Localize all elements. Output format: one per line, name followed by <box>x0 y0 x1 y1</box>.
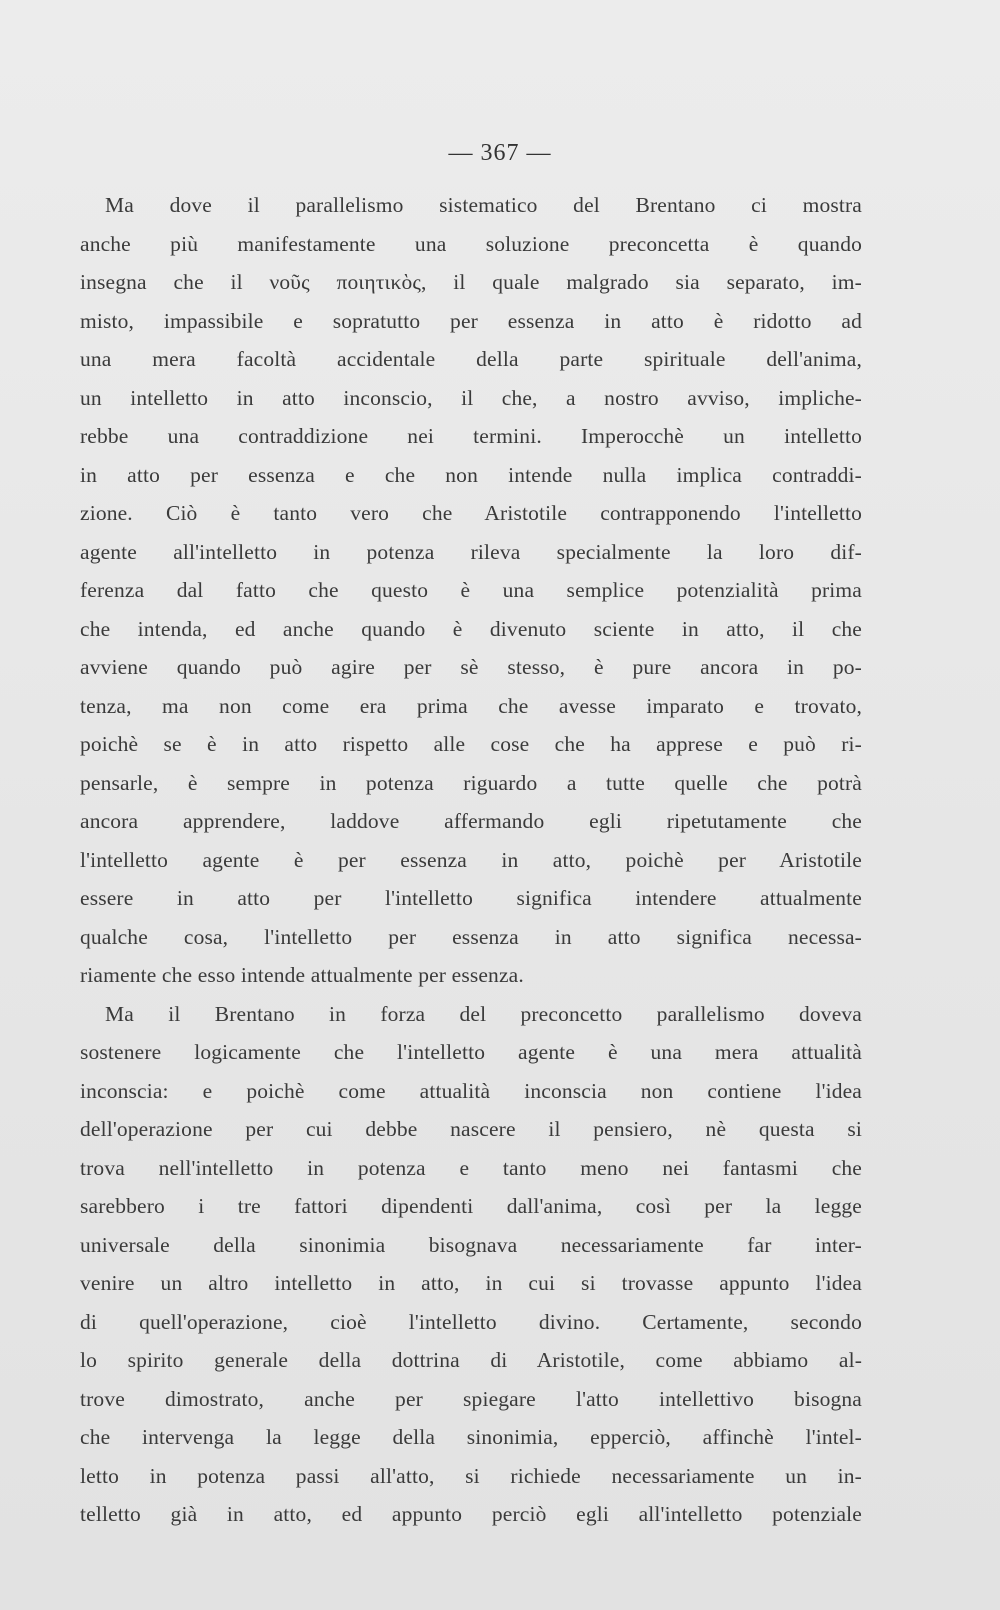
text-line: che intervenga la legge della sinonimia, epperciò, affinchè l'intel- <box>80 1425 862 1449</box>
text-line: in atto per essenza e che non intende nulla implica contraddi- <box>80 462 862 487</box>
text-line: zione. Ciò è tanto vero che Aristotile contrapponendo l'intelletto <box>80 501 862 525</box>
text-line: pensarle, è sempre in potenza riguardo a tutte quelle che potrà <box>80 770 862 795</box>
text-line: ferenza dal fatto che questo è una semplice potenzialità prima <box>80 578 862 602</box>
text-line: trove dimostrato, anche per spiegare l'atto intellettivo bisogna <box>80 1386 862 1411</box>
text-line: sostenere logicamente che l'intelletto agente è una mera attualità <box>80 1040 862 1064</box>
text-line: poichè se è in atto rispetto alle cose che ha apprese e può ri- <box>80 732 862 756</box>
text-line: tenza, ma non come era prima che avesse imparato e trovato, <box>80 693 862 718</box>
page-number: — 367 — <box>448 140 552 166</box>
text-line: un intelletto in atto inconscio, il che, a nostro avviso, impliche- <box>80 385 862 410</box>
text-line: rebbe una contraddizione nei termini. Imperocchè un intelletto <box>80 424 862 448</box>
text-line: telletto già in atto, ed appunto perciò egli all'intelletto potenziale <box>80 1502 862 1526</box>
body-text <box>80 186 862 1534</box>
text-line: dell'operazione per cui debbe nascere il pensiero, nè questa si <box>80 1117 862 1141</box>
text-line: sarebbero i tre fattori dipendenti dall'anima, così per la legge <box>80 1194 862 1218</box>
text-line: che intenda, ed anche quando è divenuto sciente in atto, il che <box>80 616 862 641</box>
text-line: misto, impassibile e sopratutto per essenza in atto è ridotto ad <box>80 308 862 333</box>
text-line: riamente che esso intende attualmente per essenza. <box>80 963 524 987</box>
text-line: Ma il Brentano in forza del preconcetto parallelismo doveva <box>105 1001 862 1026</box>
text-line: qualche cosa, l'intelletto per essenza in atto significa necessa- <box>80 924 862 949</box>
text-line: lo spirito generale della dottrina di Aristotile, come abbiamo al- <box>80 1348 862 1372</box>
text-line: trova nell'intelletto in potenza e tanto meno nei fantasmi che <box>80 1155 862 1180</box>
text-line: ancora apprendere, laddove affermando egli ripetutamente che <box>80 809 862 833</box>
text-line: agente all'intelletto in potenza rileva specialmente la loro dif- <box>80 539 862 564</box>
text-line: di quell'operazione, cioè l'intelletto divino. Certamente, secondo <box>80 1309 862 1334</box>
paragraph-2 <box>80 995 862 1534</box>
text-line: avviene quando può agire per sè stesso, è pure ancora in po- <box>80 655 862 679</box>
text-line: letto in potenza passi all'atto, si richiede necessariamente un in- <box>80 1463 862 1488</box>
text-line: insegna che il νοῦς ποιητικὸς, il quale malgrado sia separato, im- <box>80 270 862 294</box>
text-line: venire un altro intelletto in atto, in cui si trovasse appunto l'idea <box>80 1271 862 1295</box>
text-line: inconscia: e poichè come attualità inconscia non contiene l'idea <box>80 1078 862 1103</box>
text-line: l'intelletto agente è per essenza in atto, poichè per Aristotile <box>80 847 862 872</box>
text-line: anche più manifestamente una soluzione preconcetta è quando <box>80 231 862 256</box>
paragraph-1 <box>80 186 862 995</box>
text-line: universale della sinonimia bisognava necessariamente far inter- <box>80 1232 862 1257</box>
text-line: una mera facoltà accidentale della parte spirituale dell'anima, <box>80 347 862 371</box>
text-line: essere in atto per l'intelletto significa intendere attualmente <box>80 886 862 910</box>
text-line: Ma dove il parallelismo sistematico del Brentano ci mostra <box>105 193 862 217</box>
